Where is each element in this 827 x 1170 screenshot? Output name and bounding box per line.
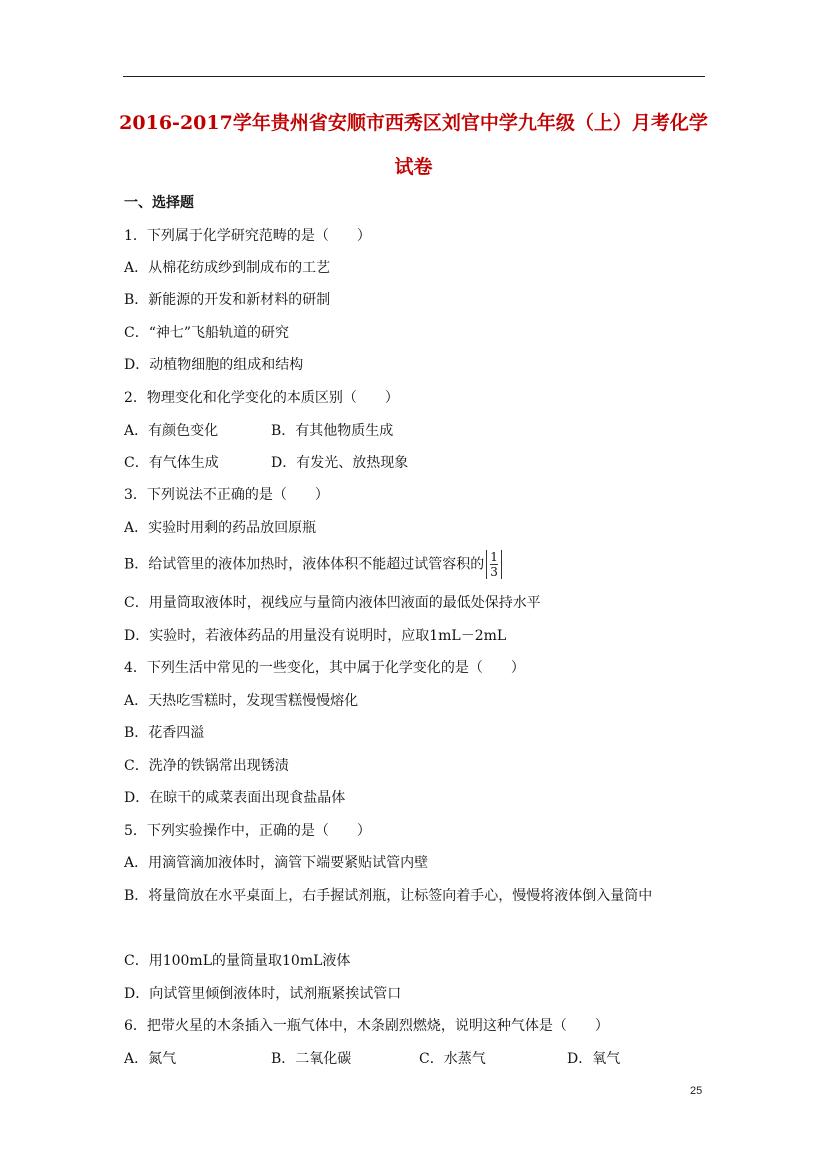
fraction-numerator: 1 (490, 550, 498, 564)
question-3-option-a: A．实验时用剩的药品放回原瓶 (124, 520, 317, 536)
question-4-option-c: C．洗净的铁锅常出现锈渍 (124, 758, 289, 774)
question-1-option-b: B．新能源的开发和新材料的研制 (124, 292, 331, 308)
question-6-option-b: B．二氧化碳 (271, 1051, 352, 1067)
question-5-option-a: A．用滴管滴加液体时，滴管下端要紧贴试管内壁 (124, 855, 429, 871)
fraction-one-third (486, 550, 502, 579)
question-1-stem: 1．下列属于化学研究范畴的是（ ） (124, 228, 371, 244)
question-6-option-c: C．水蒸气 (419, 1051, 486, 1067)
question-2-option-d: D．有发光、放热现象 (271, 455, 409, 471)
exam-title: 2016-2017学年贵州省安顺市西秀区刘官中学九年级（上）月考化学 (119, 112, 708, 134)
question-4-stem: 4．下列生活中常见的一些变化，其中属于化学变化的是（ ） (124, 660, 525, 676)
fraction-denominator: 3 (490, 565, 498, 579)
exam-title-continued: 试卷 (394, 156, 433, 178)
question-1-option-d: D．动植物细胞的组成和结构 (124, 357, 304, 373)
question-3-option-b (124, 550, 502, 579)
question-6-stem: 6．把带火星的木条插入一瓶气体中，木条剧烈燃烧，说明这种气体是（ ） (124, 1018, 609, 1034)
question-2-option-b: B．有其他物质生成 (271, 423, 394, 439)
question-4-option-d: D．在晾干的咸菜表面出现食盐晶体 (124, 790, 346, 806)
question-4-option-a: A．天热吃雪糕时，发现雪糕慢慢熔化 (124, 693, 359, 709)
question-6-option-a: A．氮气 (124, 1051, 177, 1067)
question-1-option-a: A．从棉花纺成纱到制成布的工艺 (124, 260, 331, 276)
question-5-stem: 5．下列实验操作中，正确的是（ ） (124, 823, 371, 839)
question-3-option-b-text: B．给试管里的液体加热时，液体体积不能超过试管容积的 (124, 556, 485, 573)
section-heading: 一、选择题 (124, 195, 194, 211)
question-3-stem: 3．下列说法不正确的是（ ） (124, 487, 329, 503)
question-5-option-b: B．将量筒放在水平桌面上，右手握试剂瓶，让标签向着手心，慢慢将液体倒入量筒中 (124, 888, 653, 904)
question-4-option-b: B．花香四溢 (124, 725, 205, 741)
page-number: 25 (690, 1085, 703, 1097)
question-3-option-c: C．用量筒取液体时，视线应与量筒内液体凹液面的最低处保持水平 (124, 595, 541, 611)
question-2-option-c: C．有气体生成 (124, 455, 219, 471)
question-5-option-d: D．向试管里倾倒液体时，试剂瓶紧挨试管口 (124, 986, 402, 1002)
question-6-option-d: D．氧气 (567, 1051, 621, 1067)
question-2-stem: 2．物理变化和化学变化的本质区别（ ） (124, 390, 399, 406)
question-5-option-c: C．用100mL的量筒量取10mL液体 (124, 953, 351, 969)
header-rule (123, 76, 705, 77)
question-1-option-c: C．“神七”飞船轨道的研究 (124, 325, 290, 341)
question-3-option-d: D．实验时，若液体药品的用量没有说明时，应取1mL－2mL (124, 628, 507, 644)
question-2-option-a: A．有颜色变化 (124, 423, 219, 439)
